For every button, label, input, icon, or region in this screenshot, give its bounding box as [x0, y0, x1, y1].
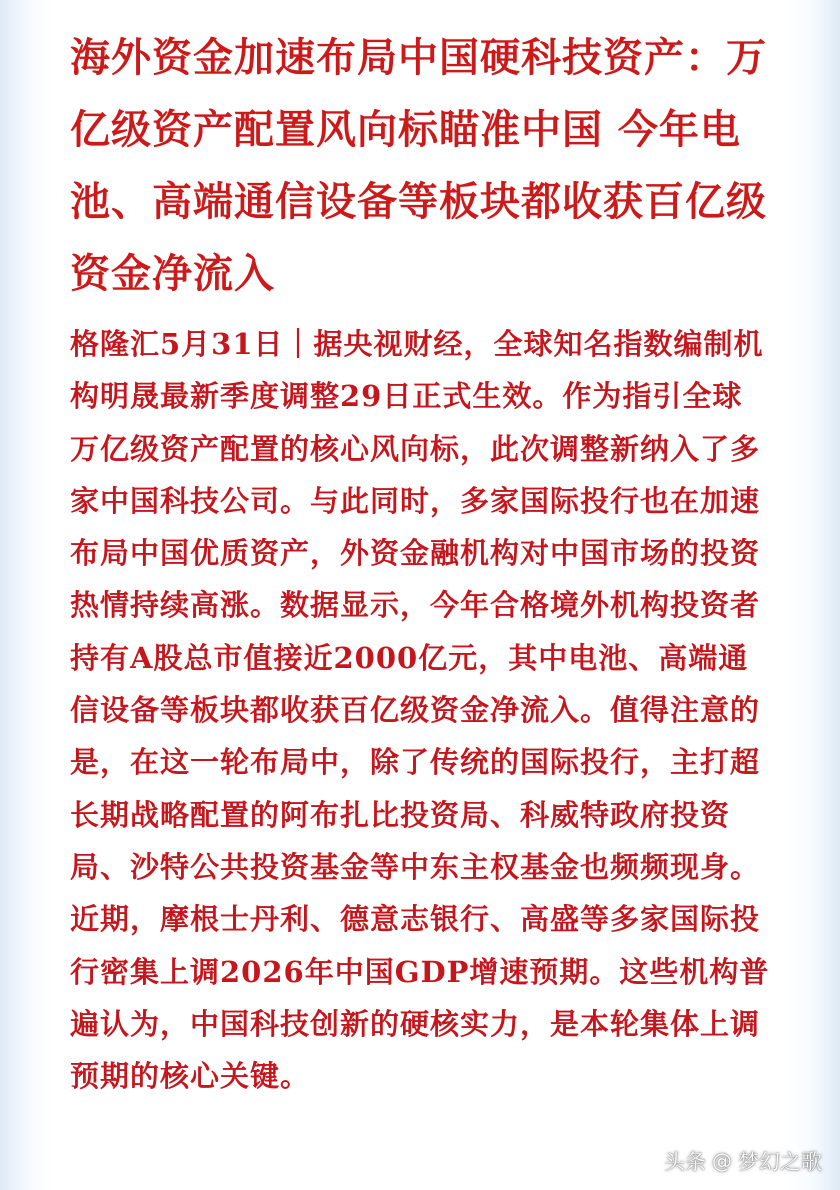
author-watermark	[664, 1146, 822, 1176]
platform-name: 头条	[664, 1150, 706, 1174]
article-headline: 海外资金加速布局中国硬科技资产：万亿级资产配置风向标瞄准中国 今年电池、高端通信设备等板块都收获百亿级资金净流入	[70, 35, 767, 297]
article-content	[70, 22, 770, 1102]
author-name: 梦幻之歌	[738, 1150, 822, 1174]
at-icon: @	[712, 1149, 732, 1173]
article-body: 格隆汇5月31日｜据央视财经，全球知名指数编制机构明晟最新季度调整29日正式生效。作为指引全球万亿级资产配置的核心风向标，此次调整新纳入了多家中国科技公司。与此同时，多家国际投行也在加速布局中国优质资产，外资金融机构对中国市场的投资热情持续高涨。数据显示，今年合格境外机构投资者持有A股总市值接近2000亿元，其中电池、高端通信设备等板块都收获百亿级资金净流入。值得注意的是，在这一轮布局中，除了传统的国际投行，主打超长期战略配置的阿布扎比投资局、科威特政府投资局、沙特公共投资基金等中东主权基金也频频现身。近期，摩根士丹利、德意志银行、高盛等多家国际投行密集上调2026年中国GDP增速预期。这些机构普遍认为，中国科技创新的硬核实力，是本轮集体上调预期的核心关键。	[70, 327, 770, 1094]
